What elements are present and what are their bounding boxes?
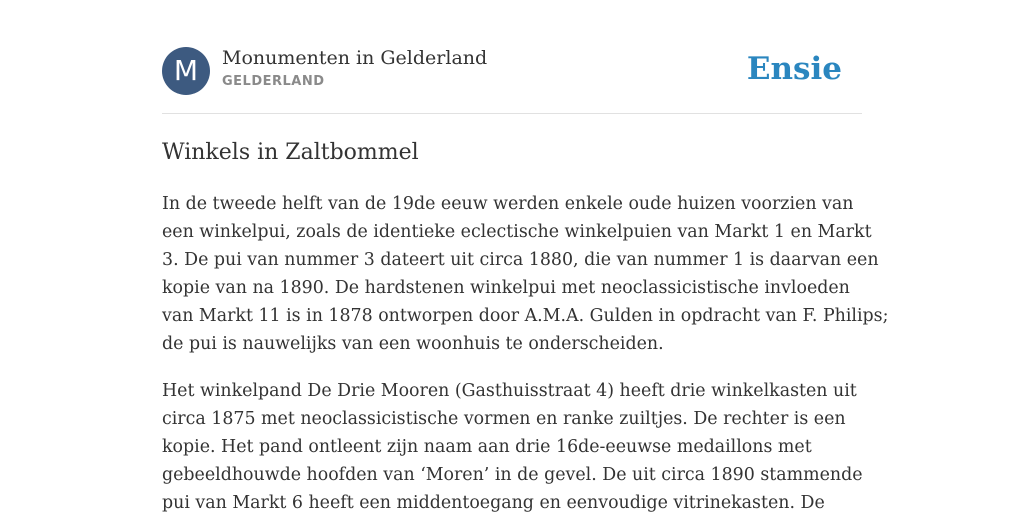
paragraph-line: gebeeldhouwde hoofden van ‘Moren’ in de gevel. De uit circa 1890 stammende [162, 465, 863, 485]
paragraph-line: 3. De pui van nummer 3 dateert uit circa 1880, die van nummer 1 is daarvan een [162, 250, 879, 270]
paragraph-line: kopie van na 1890. De hardstenen winkelpui met neoclassicistische invloeden [162, 278, 850, 298]
source-avatar[interactable]: M [162, 47, 210, 95]
source-header [162, 46, 862, 96]
header-divider [162, 113, 862, 114]
paragraph-line: circa 1875 met neoclassicistische vormen en ranke zuiltjes. De rechter is een [162, 409, 846, 429]
article-title: Winkels in Zaltbommel [162, 140, 419, 165]
article-paragraph [162, 377, 862, 512]
paragraph-line: de pui is nauwelijks van een woonhuis te onderscheiden. [162, 334, 664, 354]
paragraph-line: kopie. Het pand ontleent zijn naam aan drie 16de-eeuwse medaillons met [162, 437, 812, 457]
source-title-link[interactable]: Monumenten in Gelderland [222, 47, 488, 69]
article-body [162, 190, 889, 512]
paragraph-line: In de tweede helft van de 19de eeuw werden enkele oude huizen voorzien van [162, 194, 854, 214]
article-paragraph [162, 190, 889, 358]
source-subtitle-link[interactable]: GELDERLAND [222, 74, 325, 89]
paragraph-line: pui van Markt 6 heeft een middentoegang en eenvoudige vitrinekasten. De [162, 493, 825, 512]
brand-logo[interactable]: Ensie [746, 51, 842, 87]
paragraph-line: Het winkelpand De Drie Mooren (Gasthuisstraat 4) heeft drie winkelkasten uit [162, 381, 857, 401]
paragraph-line: van Markt 11 is in 1878 ontworpen door A.M.A. Gulden in opdracht van F. Philips; [162, 306, 889, 326]
paragraph-line: een winkelpui, zoals de identieke eclectische winkelpuien van Markt 1 en Markt [162, 222, 872, 242]
